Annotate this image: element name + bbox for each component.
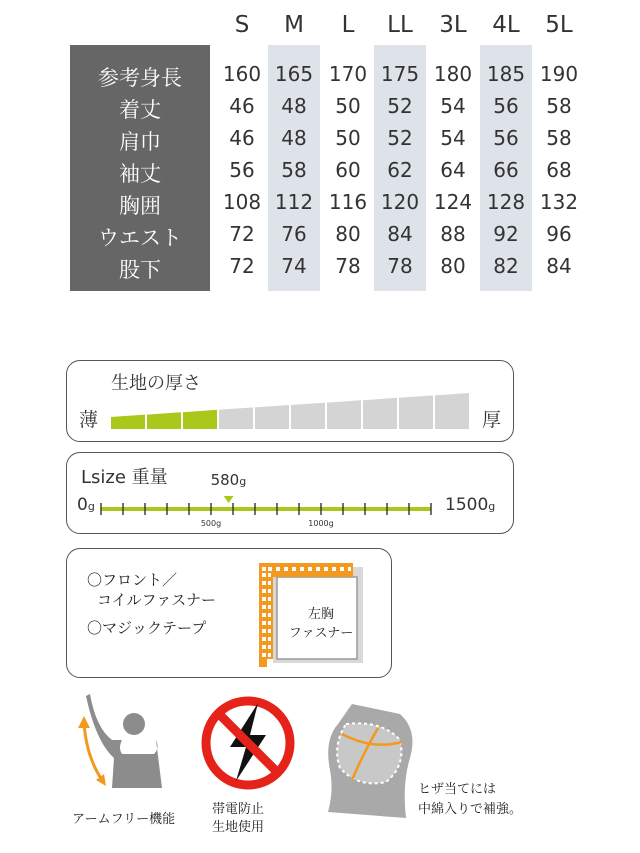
table-cell: 58 [546,94,572,118]
weight-title: Lsize 重量 [81,467,168,488]
table-cell: 62 [387,158,413,182]
closure-box [66,548,392,678]
table-cell: 78 [387,254,413,278]
antistatic-icon [200,695,296,791]
table-cell: 50 [335,94,361,118]
weight-marker [224,496,234,503]
table-cell: 56 [493,94,519,118]
knee-pad-icon [322,700,420,818]
table-cell: 175 [380,62,420,86]
thickness-segment-empty [435,393,469,429]
table-cell: 60 [335,158,361,182]
closure-option-front: 〇フロント／ [87,571,178,589]
weight-min-value: 0 [77,495,88,515]
table-cell: 120 [380,190,420,214]
table-cell: 46 [229,94,255,118]
weight-box [66,452,514,534]
thickness-segment-filled [147,412,181,429]
table-cell: 54 [440,94,466,118]
table-cell: 46 [229,126,255,150]
table-cell: 50 [335,126,361,150]
table-cell: 68 [546,158,572,182]
knee-label-2: 中綿入りで補強。 [418,802,523,817]
thickness-segment-empty [363,398,397,429]
table-cell: 180 [433,62,473,86]
table-cell: 132 [539,190,579,214]
antistatic-label-1: 帯電防止 [212,802,265,817]
row-label: 股下 [119,258,161,282]
thick-label: 厚 [481,409,501,431]
thickness-segment-empty [291,403,325,429]
size-header: S [234,12,250,38]
arm-free-icon [72,688,172,798]
table-cell: 58 [546,126,572,150]
table-cell: 165 [274,62,314,86]
thickness-segment-empty [219,407,253,429]
table-cell: 56 [493,126,519,150]
table-cell: 84 [387,222,413,246]
table-cell: 56 [229,158,255,182]
closure-option-velcro: 〇マジックテープ [87,619,207,637]
table-cell: 66 [493,158,519,182]
table-cell: 170 [328,62,368,86]
table-cell: 88 [440,222,466,246]
thickness-box [66,360,514,442]
table-cell: 54 [440,126,466,150]
thickness-segment-empty [399,395,433,429]
weight-mid-label: 1000g [308,519,334,528]
thickness-title: 生地の厚さ [111,373,201,394]
table-cell: 160 [222,62,262,86]
row-label: 肩巾 [119,130,161,154]
size-header: 4L [492,12,520,38]
antistatic-label-2: 生地使用 [212,820,265,835]
table-cell: 128 [486,190,526,214]
table-cell: 84 [546,254,572,278]
thickness-segment-filled [111,415,145,429]
weight-value-unit: g [239,475,247,488]
table-cell: 52 [387,126,413,150]
size-header: M [284,12,304,38]
table-cell: 72 [229,254,255,278]
weight-value-label [211,471,247,489]
table-cell: 52 [387,94,413,118]
row-label: 袖丈 [119,162,161,186]
table-cell: 96 [546,222,572,246]
table-cell: 64 [440,158,466,182]
row-label: 参考身長 [98,66,182,90]
table-cell: 48 [281,126,307,150]
table-cell: 80 [440,254,466,278]
diagram-label-1: 左胸 [307,607,334,622]
table-cell: 48 [281,94,307,118]
table-cell: 74 [281,254,307,278]
table-cell: 92 [493,222,519,246]
table-cell: 190 [539,62,579,86]
size-header: 5L [545,12,573,38]
table-cell: 108 [222,190,262,214]
table-cell: 116 [328,190,368,214]
table-cell: 72 [229,222,255,246]
table-cell: 124 [433,190,473,214]
table-cell: 80 [335,222,361,246]
row-label: 着丈 [119,98,161,122]
weight-max-unit: g [488,500,496,513]
thin-label: 薄 [79,409,99,431]
weight-scale [67,453,513,533]
thickness-segment-filled [183,410,217,429]
knee-label-1: ヒザ当てには [418,782,497,797]
arm-free-label: アームフリー機能 [72,812,176,827]
diagram-label-2: ファスナー [288,626,354,641]
weight-mid-label: 500g [200,519,222,528]
table-cell: 185 [486,62,526,86]
table-cell: 82 [493,254,519,278]
size-header: LL [387,12,413,38]
row-label: ウエスト [98,226,182,250]
thickness-scale [111,389,473,429]
table-cell: 112 [274,190,314,214]
size-header: 3L [439,12,467,38]
closure-option-front-detail: コイルファスナー [97,591,216,609]
size-header: L [341,12,355,38]
table-cell: 78 [335,254,361,278]
thickness-segment-empty [255,405,289,429]
weight-value-number: 580 [210,471,240,489]
table-cell: 76 [281,222,307,246]
row-label: 胸囲 [119,194,161,218]
size-table [70,0,590,300]
weight-min-unit: g [87,500,95,513]
thickness-segment-empty [327,400,361,429]
table-cell: 58 [281,158,307,182]
weight-max-value: 1500 [445,495,489,515]
